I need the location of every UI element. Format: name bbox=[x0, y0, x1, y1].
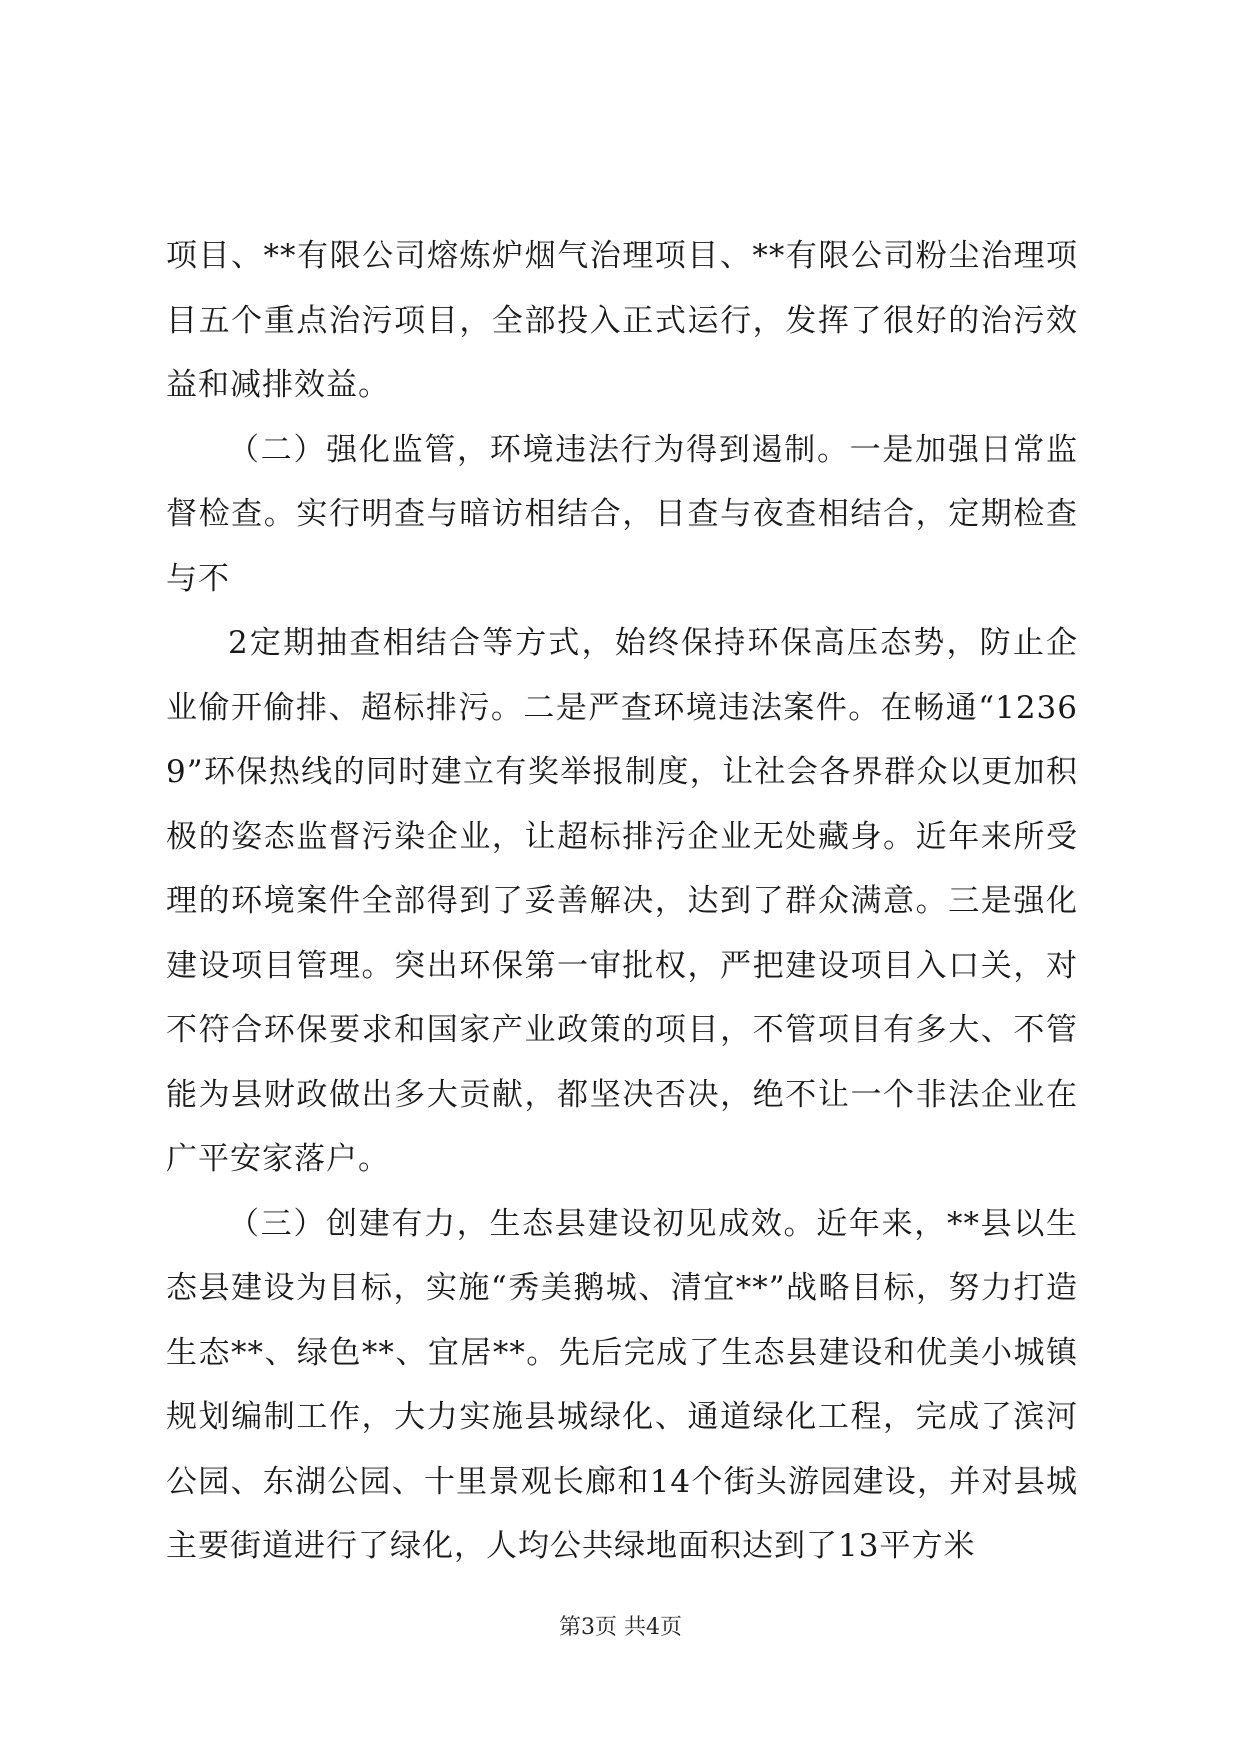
page-footer: 第3页 共4页 bbox=[559, 1615, 682, 1640]
document-body bbox=[166, 224, 1078, 1579]
paragraph-3: 2定期抽查相结合等方式，始终保持环保高压态势，防止企业偷开偷排、超标排污。二是严查环境违法案件。在畅通“12369”环保热线的同时建立有奖举报制度，让社会各界群众以更加积极的姿态监督污染企业，让超标排污企业无处藏身。近年来所受理的环境案件全部得到了妥善解决，达到了群众满意。三是强化建设项目管理。突出环保第一审批权，严把建设项目入口关，对不符合环保要求和国家产业政策的项目，不管项目有多大、不管能为县财政做出多大贡献，都坚决否决，绝不让一个非法企业在广平安家落户。 bbox=[166, 625, 1078, 1177]
paragraph-1: 项目、**有限公司熔炼炉烟气治理项目、**有限公司粉尘治理项目五个重点治污项目，全部投入正式运行，发挥了很好的治污效益和减排效益。 bbox=[166, 238, 1078, 403]
paragraph-2: （二）强化监管，环境违法行为得到遏制。一是加强日常监督检查。实行明查与暗访相结合，日查与夜查相结合，定期检查与不 bbox=[166, 431, 1078, 597]
paragraph-4: （三）创建有力，生态县建设初见成效。近年来，**县以生态县建设为目标，实施“秀美鹅城、清宜**”战略目标，努力打造生态**、绿色**、宜居**。先后完成了生态县建设和优美小城镇规划编制工作，大力实施县城绿化、通道绿化工程，完成了滨河公园、东湖公园、十里景观长廊和14个街头游园建设，并对县城主要街道进行了绿化，人均公共绿地面积达到了13平方米 bbox=[166, 1205, 1078, 1564]
